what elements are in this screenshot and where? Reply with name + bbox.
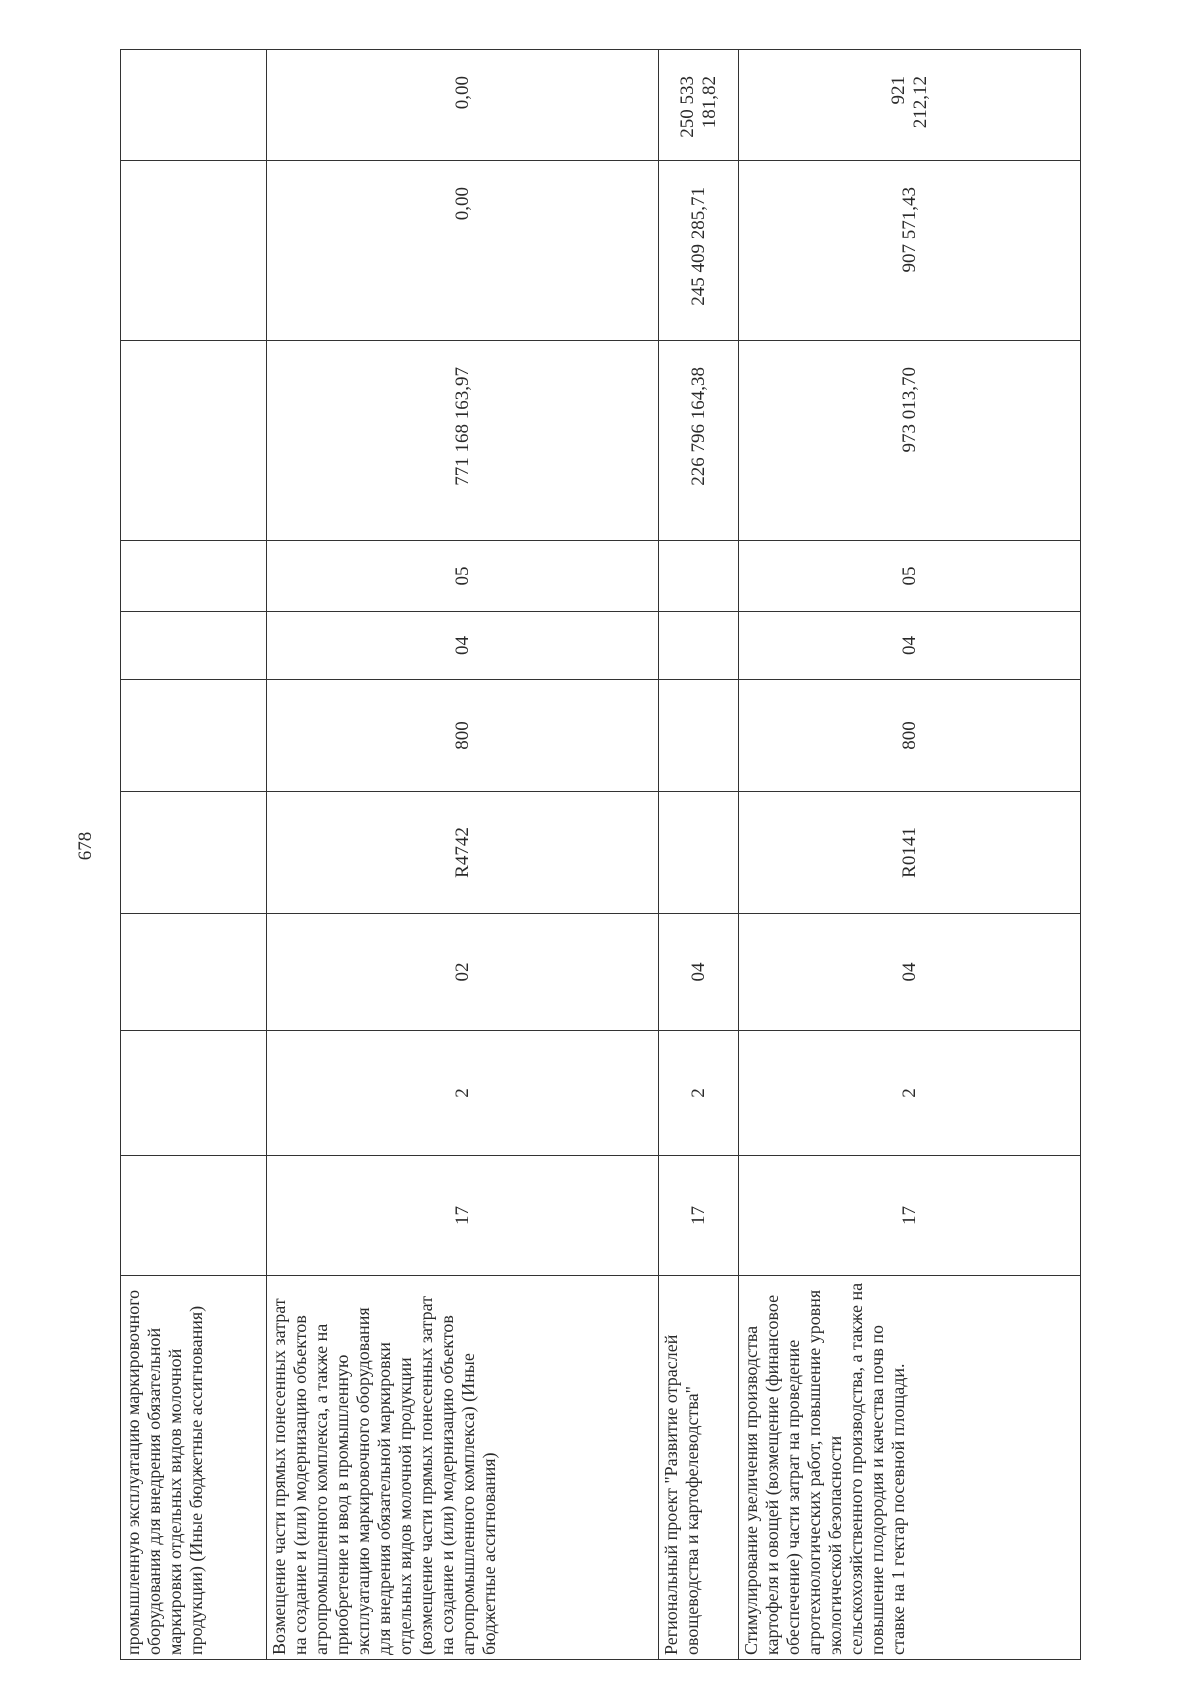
cell-amount-1: 771 168 163,97: [267, 341, 659, 541]
row-description: Возмещение части прямых понесенных затрат на создание и (или) модернизацию объектов агропромышленного комплекса, а также на приобретение и ввод в промышленную эксплуатацию маркировочного оборудования для внедрения обязательной маркировки отдельных видов молочной продукции (возмещение части прямых понесенных затрат на создание и (или) модернизацию объектов агропромышленного комплекса) (Иные бюджетные ассигнования): [267, 1276, 659, 1660]
cell-amount-1: 226 796 164,38: [659, 341, 739, 541]
cell-code-2: [121, 1031, 267, 1156]
cell-code-7: [659, 541, 739, 612]
cell-code-1: 17: [739, 1156, 1081, 1276]
cell-code-3: 04: [739, 914, 1081, 1031]
cell-code-3: 04: [659, 914, 739, 1031]
cell-amount-3: 921 212,12: [739, 50, 1081, 161]
cell-code-7: [121, 541, 267, 612]
cell-amount-2: 245 409 285,71: [659, 161, 739, 341]
cell-code-7: 05: [267, 541, 659, 612]
cell-code-3: [121, 914, 267, 1031]
cell-code-4: [121, 792, 267, 914]
rotated-page-content: [120, 50, 1080, 1660]
cell-amount-2: [121, 161, 267, 341]
cell-amount-1: [121, 341, 267, 541]
cell-code-5: 800: [267, 680, 659, 792]
table-row: [739, 50, 1081, 1660]
cell-amount-1: 973 013,70: [739, 341, 1081, 541]
cell-code-4: [659, 792, 739, 914]
cell-code-6: 04: [739, 612, 1081, 680]
page-number: 678: [75, 831, 96, 861]
table-row: [659, 50, 739, 1660]
cell-amount-3: [121, 50, 267, 161]
cell-code-5: [659, 680, 739, 792]
cell-amount-3: 250 533 181,82: [659, 50, 739, 161]
row-description: Стимулирование увеличения производства картофеля и овощей (возмещение (финансовое обеспечение) части затрат на проведение агротехнологических работ, повышение уровня экологической безопасности сельскохозяйственного производства, а также на повышение плодородия и качества почв по ставке на 1 гектар посевной площади.: [739, 1276, 1081, 1660]
cell-amount-3: 0,00: [267, 50, 659, 161]
cell-code-1: [121, 1156, 267, 1276]
cell-code-1: 17: [267, 1156, 659, 1276]
cell-code-2: 2: [267, 1031, 659, 1156]
cell-code-4: R4742: [267, 792, 659, 914]
cell-amount-2: 907 571,43: [739, 161, 1081, 341]
cell-code-1: 17: [659, 1156, 739, 1276]
cell-code-6: [659, 612, 739, 680]
cell-code-5: 800: [739, 680, 1081, 792]
row-description: промышленную эксплуатацию маркировочного оборудования для внедрения обязательной маркировки отдельных видов молочной продукции) (Иные бюджетные ассигнования): [121, 1276, 267, 1660]
cell-code-6: [121, 612, 267, 680]
cell-code-2: 2: [659, 1031, 739, 1156]
row-description: Региональный проект "Развитие отраслей овощеводства и картофелеводства": [659, 1276, 739, 1660]
table-row: [121, 50, 267, 1660]
cell-code-5: [121, 680, 267, 792]
cell-code-2: 2: [739, 1031, 1081, 1156]
cell-amount-2: 0,00: [267, 161, 659, 341]
cell-code-7: 05: [739, 541, 1081, 612]
cell-code-6: 04: [267, 612, 659, 680]
table-row: [267, 50, 659, 1660]
budget-table-body: [121, 50, 1081, 1660]
cell-code-4: R0141: [739, 792, 1081, 914]
budget-table: [120, 49, 1081, 1660]
cell-code-3: 02: [267, 914, 659, 1031]
